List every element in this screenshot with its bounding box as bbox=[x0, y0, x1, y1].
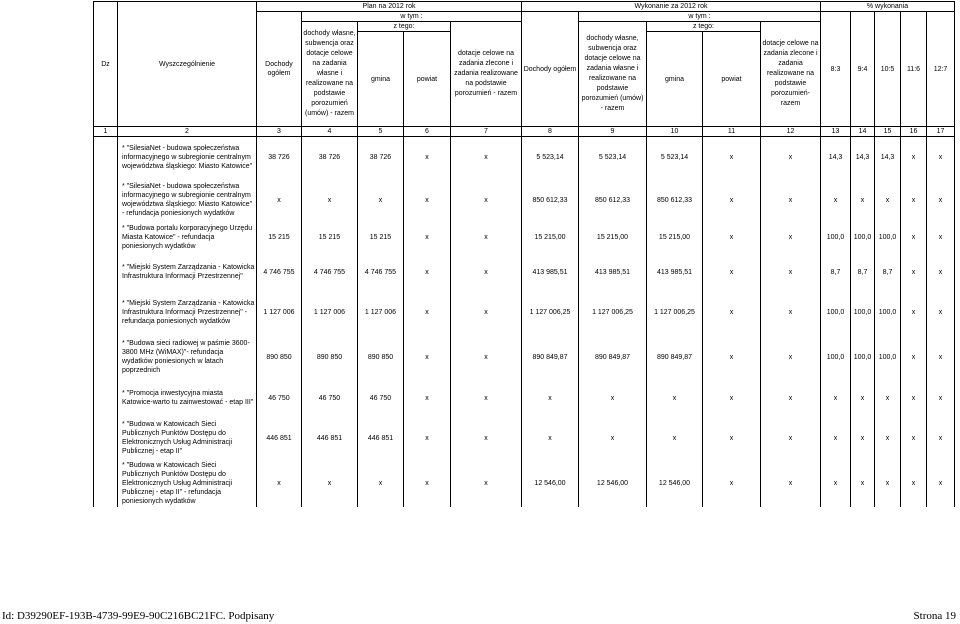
value-cell: 100,0 bbox=[821, 335, 851, 380]
row-name: * "SilesiaNet - budowa społeczeństwa informacyjnego w subregionie centralnym województwa śląskiego: Miasto Katowice" - refundacja poniesionych wydatków bbox=[118, 179, 257, 222]
value-cell: 5 523,14 bbox=[647, 137, 703, 179]
value-cell: x bbox=[404, 222, 451, 254]
value-cell: 413 985,51 bbox=[579, 254, 647, 291]
value-cell: 100,0 bbox=[821, 291, 851, 335]
value-cell: 38 726 bbox=[358, 137, 404, 179]
col-num: 17 bbox=[927, 127, 955, 137]
table-row bbox=[94, 291, 955, 335]
value-cell: 8,7 bbox=[821, 254, 851, 291]
column-number-row bbox=[94, 127, 955, 137]
value-cell: 890 850 bbox=[257, 335, 302, 380]
value-cell: x bbox=[404, 380, 451, 417]
value-cell: x bbox=[451, 335, 522, 380]
value-cell: x bbox=[761, 460, 821, 507]
value-cell: x bbox=[875, 417, 901, 460]
value-cell: x bbox=[404, 335, 451, 380]
value-cell: 1 127 006 bbox=[358, 291, 404, 335]
col-num: 6 bbox=[404, 127, 451, 137]
value-cell: x bbox=[927, 460, 955, 507]
value-cell: 1 127 006,25 bbox=[579, 291, 647, 335]
col-num: 13 bbox=[821, 127, 851, 137]
value-cell: x bbox=[901, 417, 927, 460]
value-cell: x bbox=[901, 179, 927, 222]
value-cell: 1 127 006,25 bbox=[647, 291, 703, 335]
row-name: * "SilesiaNet - budowa społeczeństwa informacyjnego w subregionie centralnym województwa śląskiego: Miasto Katowice" bbox=[118, 137, 257, 179]
value-cell: 890 850 bbox=[358, 335, 404, 380]
value-cell: x bbox=[703, 291, 761, 335]
value-cell: x bbox=[703, 137, 761, 179]
value-cell: 100,0 bbox=[875, 335, 901, 380]
value-cell: 100,0 bbox=[851, 335, 875, 380]
value-cell: 4 746 755 bbox=[302, 254, 358, 291]
value-cell: x bbox=[761, 254, 821, 291]
value-cell: 8,7 bbox=[875, 254, 901, 291]
value-cell: 46 750 bbox=[302, 380, 358, 417]
pct-11-6: 11:6 bbox=[901, 12, 927, 127]
table-row bbox=[94, 335, 955, 380]
value-cell: 15 215,00 bbox=[579, 222, 647, 254]
col-num: 12 bbox=[761, 127, 821, 137]
pct-12-7: 12:7 bbox=[927, 12, 955, 127]
value-cell: x bbox=[404, 137, 451, 179]
value-cell: x bbox=[851, 460, 875, 507]
page-number: Strona 19 bbox=[913, 610, 956, 622]
value-cell: 8,7 bbox=[851, 254, 875, 291]
dz-cell bbox=[94, 254, 118, 291]
value-cell: 5 523,14 bbox=[522, 137, 579, 179]
value-cell: x bbox=[647, 380, 703, 417]
value-cell: 1 127 006,25 bbox=[522, 291, 579, 335]
dz-cell bbox=[94, 222, 118, 254]
document-id: Id: D39290EF-193B-4739-99E9-90C216BC21FC. Podpisany bbox=[2, 610, 275, 622]
dz-cell bbox=[94, 335, 118, 380]
budget-table bbox=[93, 1, 955, 507]
value-cell: x bbox=[522, 417, 579, 460]
value-cell: x bbox=[901, 335, 927, 380]
col-num: 16 bbox=[901, 127, 927, 137]
value-cell: x bbox=[579, 417, 647, 460]
value-cell: x bbox=[404, 460, 451, 507]
value-cell: x bbox=[875, 380, 901, 417]
value-cell: 890 849,87 bbox=[522, 335, 579, 380]
value-cell: x bbox=[927, 179, 955, 222]
col-num: 14 bbox=[851, 127, 875, 137]
row-name: * "Promocja inwestycyjna miasta Katowice-warto tu zainwestować - etap III" bbox=[118, 380, 257, 417]
value-cell: x bbox=[851, 179, 875, 222]
value-cell: 4 746 755 bbox=[257, 254, 302, 291]
z-tego-header-2: z tego: bbox=[647, 22, 761, 32]
value-cell: x bbox=[404, 179, 451, 222]
value-cell: 38 726 bbox=[302, 137, 358, 179]
table-row bbox=[94, 137, 955, 179]
table-row bbox=[94, 417, 955, 460]
value-cell: 446 851 bbox=[257, 417, 302, 460]
value-cell: x bbox=[451, 460, 522, 507]
dz-cell bbox=[94, 137, 118, 179]
dz-cell bbox=[94, 380, 118, 417]
value-cell: x bbox=[901, 380, 927, 417]
col-num: 1 bbox=[94, 127, 118, 137]
value-cell: x bbox=[761, 222, 821, 254]
value-cell: 446 851 bbox=[302, 417, 358, 460]
value-cell: 850 612,33 bbox=[647, 179, 703, 222]
value-cell: x bbox=[761, 179, 821, 222]
wyszczegolnienie-header: Wyszczególnienie bbox=[118, 2, 257, 127]
value-cell: 46 750 bbox=[358, 380, 404, 417]
value-cell: 12 546,00 bbox=[647, 460, 703, 507]
dz-cell bbox=[94, 179, 118, 222]
value-cell: 46 750 bbox=[257, 380, 302, 417]
value-cell: x bbox=[451, 380, 522, 417]
value-cell: x bbox=[358, 179, 404, 222]
value-cell: x bbox=[703, 222, 761, 254]
value-cell: x bbox=[404, 254, 451, 291]
value-cell: x bbox=[927, 335, 955, 380]
value-cell: 12 546,00 bbox=[522, 460, 579, 507]
gmina-header: gmina bbox=[358, 32, 404, 127]
value-cell: x bbox=[257, 460, 302, 507]
value-cell: 890 849,87 bbox=[647, 335, 703, 380]
table-row bbox=[94, 179, 955, 222]
value-cell: x bbox=[901, 254, 927, 291]
value-cell: 15 215 bbox=[257, 222, 302, 254]
value-cell: 100,0 bbox=[821, 222, 851, 254]
value-cell: x bbox=[302, 460, 358, 507]
value-cell: x bbox=[761, 380, 821, 417]
value-cell: x bbox=[901, 222, 927, 254]
value-cell: x bbox=[927, 291, 955, 335]
value-cell: 14,3 bbox=[875, 137, 901, 179]
pct-10-5: 10:5 bbox=[875, 12, 901, 127]
value-cell: x bbox=[451, 137, 522, 179]
dotacje-zlecone-header: dotacje celowe na zadania zlecone i zadania realizowane na podstawie porozumień - razem bbox=[451, 22, 522, 127]
value-cell: x bbox=[703, 380, 761, 417]
value-cell: 12 546,00 bbox=[579, 460, 647, 507]
table-row bbox=[94, 254, 955, 291]
value-cell: x bbox=[761, 417, 821, 460]
dz-cell bbox=[94, 291, 118, 335]
value-cell: x bbox=[703, 460, 761, 507]
col-num: 15 bbox=[875, 127, 901, 137]
value-cell: x bbox=[451, 417, 522, 460]
value-cell: x bbox=[404, 417, 451, 460]
pct-8-3: 8:3 bbox=[821, 12, 851, 127]
col-num: 11 bbox=[703, 127, 761, 137]
gmina-header-2: gmina bbox=[647, 32, 703, 127]
col-num: 7 bbox=[451, 127, 522, 137]
value-cell: x bbox=[927, 137, 955, 179]
value-cell: 5 523,14 bbox=[579, 137, 647, 179]
value-cell: x bbox=[302, 179, 358, 222]
value-cell: x bbox=[821, 179, 851, 222]
value-cell: x bbox=[821, 460, 851, 507]
value-cell: x bbox=[927, 380, 955, 417]
w-tym-header-2: w tym : bbox=[579, 12, 821, 22]
row-name: * "Budowa portalu korporacyjnego Urzędu Miasta Katowice" - refundacja poniesionych wydatków bbox=[118, 222, 257, 254]
value-cell: x bbox=[901, 291, 927, 335]
col-num: 3 bbox=[257, 127, 302, 137]
dochody-wlasne-header: dochody własne, subwencja oraz dotacje celowe na zadania własne i realizowane na podstawie porozumień (umów) - razem bbox=[302, 22, 358, 127]
value-cell: x bbox=[703, 254, 761, 291]
row-name: * "Budowa sieci radiowej w paśmie 3600-3800 MHz (WiMAX)"- refundacja wydatków poniesionych w latach poprzednich bbox=[118, 335, 257, 380]
value-cell: 100,0 bbox=[851, 291, 875, 335]
col-num: 8 bbox=[522, 127, 579, 137]
value-cell: x bbox=[703, 335, 761, 380]
dochody-ogolem-header-2: Dochody ogółem bbox=[522, 12, 579, 127]
value-cell: 100,0 bbox=[851, 222, 875, 254]
value-cell: x bbox=[901, 137, 927, 179]
value-cell: 100,0 bbox=[875, 222, 901, 254]
value-cell: x bbox=[703, 417, 761, 460]
value-cell: x bbox=[451, 222, 522, 254]
value-cell: x bbox=[522, 380, 579, 417]
row-name: * "Budowa w Katowicach Sieci Publicznych Punktów Dostępu do Elektronicznych Usług Administracji Publicznej - etap II" bbox=[118, 417, 257, 460]
value-cell: 446 851 bbox=[358, 417, 404, 460]
value-cell: x bbox=[761, 335, 821, 380]
value-cell: 15 215,00 bbox=[647, 222, 703, 254]
value-cell: x bbox=[927, 222, 955, 254]
value-cell: 14,3 bbox=[851, 137, 875, 179]
row-name: * "Budowa w Katowicach Sieci Publicznych Punktów Dostępu do Elektronicznych Usług Administracji Publicznej - etap II" - refundacja poniesionych wydatków bbox=[118, 460, 257, 507]
value-cell: 15 215,00 bbox=[522, 222, 579, 254]
row-name: * "Miejski System Zarządzania - Katowicka Infrastruktura Informacji Przestrzennej" bbox=[118, 254, 257, 291]
value-cell: x bbox=[927, 417, 955, 460]
value-cell: 413 985,51 bbox=[647, 254, 703, 291]
value-cell: x bbox=[821, 417, 851, 460]
value-cell: x bbox=[761, 291, 821, 335]
dz-cell bbox=[94, 417, 118, 460]
pct-9-4: 9:4 bbox=[851, 12, 875, 127]
value-cell: 14,3 bbox=[821, 137, 851, 179]
value-cell: x bbox=[761, 137, 821, 179]
wykonanie-header: Wykonanie za 2012 rok bbox=[522, 2, 821, 12]
value-cell: 15 215 bbox=[302, 222, 358, 254]
value-cell: x bbox=[703, 179, 761, 222]
value-cell: x bbox=[927, 254, 955, 291]
value-cell: 4 746 755 bbox=[358, 254, 404, 291]
value-cell: x bbox=[404, 291, 451, 335]
w-tym-header: w tym : bbox=[302, 12, 522, 22]
value-cell: 15 215 bbox=[358, 222, 404, 254]
powiat-header-2: powiat bbox=[703, 32, 761, 127]
dz-header: Dz bbox=[94, 2, 118, 127]
row-name: * "Miejski System Zarządzania - Katowicka Infrastruktura Informacji Przestrzennej" - refundacja poniesionych wydatków bbox=[118, 291, 257, 335]
value-cell: x bbox=[451, 291, 522, 335]
value-cell: x bbox=[851, 380, 875, 417]
value-cell: 1 127 006 bbox=[257, 291, 302, 335]
value-cell: 890 850 bbox=[302, 335, 358, 380]
value-cell: 38 726 bbox=[257, 137, 302, 179]
value-cell: x bbox=[451, 254, 522, 291]
powiat-header: powiat bbox=[404, 32, 451, 127]
z-tego-header: z tego: bbox=[358, 22, 451, 32]
table-row bbox=[94, 222, 955, 254]
dz-cell bbox=[94, 460, 118, 507]
col-num: 9 bbox=[579, 127, 647, 137]
table-row bbox=[94, 380, 955, 417]
col-num: 10 bbox=[647, 127, 703, 137]
value-cell: x bbox=[875, 460, 901, 507]
table-row bbox=[94, 460, 955, 507]
col-num: 2 bbox=[118, 127, 257, 137]
value-cell: x bbox=[647, 417, 703, 460]
value-cell: 413 985,51 bbox=[522, 254, 579, 291]
value-cell: 1 127 006 bbox=[302, 291, 358, 335]
wykonania-header: % wykonania bbox=[821, 2, 955, 12]
value-cell: x bbox=[579, 380, 647, 417]
value-cell: x bbox=[875, 179, 901, 222]
dotacje-zlecone-header-2: dotacje celowe na zadania zlecone i zadania realizowane na podstawie porozumień- razem bbox=[761, 22, 821, 127]
plan-header: Plan na 2012 rok bbox=[257, 2, 522, 12]
value-cell: x bbox=[451, 179, 522, 222]
value-cell: 850 612,33 bbox=[522, 179, 579, 222]
col-num: 5 bbox=[358, 127, 404, 137]
value-cell: x bbox=[851, 417, 875, 460]
dochody-ogolem-header: Dochody ogółem bbox=[257, 12, 302, 127]
dochody-wlasne-header-2: dochody własne, subwencja oraz dotacje celowe na zadania własne i realizowane na podstawie porozumień (umów) - razem bbox=[579, 22, 647, 127]
value-cell: 890 849,87 bbox=[579, 335, 647, 380]
value-cell: x bbox=[821, 380, 851, 417]
col-num: 4 bbox=[302, 127, 358, 137]
value-cell: 100,0 bbox=[875, 291, 901, 335]
value-cell: x bbox=[901, 460, 927, 507]
value-cell: x bbox=[358, 460, 404, 507]
value-cell: x bbox=[257, 179, 302, 222]
value-cell: 850 612,33 bbox=[579, 179, 647, 222]
